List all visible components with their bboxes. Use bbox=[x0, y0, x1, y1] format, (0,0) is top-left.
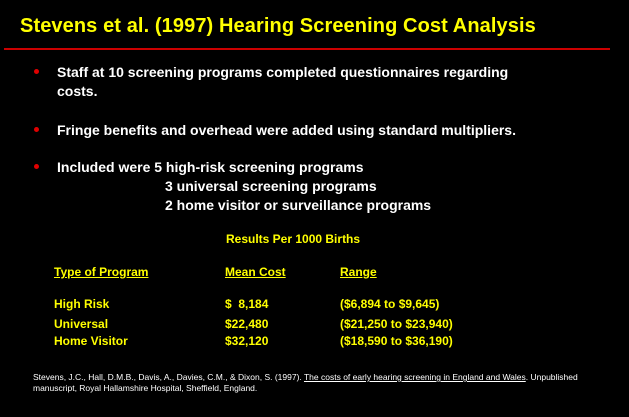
bullet-1-line-2: costs. bbox=[57, 83, 98, 99]
bullet-3-line-3: 2 home visitor or surveillance programs bbox=[165, 197, 432, 213]
table-row-range: ($18,590 to $36,190) bbox=[340, 334, 453, 348]
citation-work-title: The costs of early hearing screening in England and Wales bbox=[303, 372, 526, 382]
table-row-type: Universal bbox=[54, 317, 109, 331]
table-row-cost: $32,120 bbox=[225, 334, 269, 348]
bullet-1-line-1: Staff at 10 screening programs completed questionnaires regarding bbox=[57, 64, 509, 80]
table-heading: Results Per 1000 Births bbox=[226, 232, 361, 246]
table-row-range: ($21,250 to $23,940) bbox=[340, 317, 453, 331]
column-header-mean-cost: Mean Cost bbox=[225, 265, 286, 279]
bullet-3-line-2: 3 universal screening programs bbox=[165, 178, 377, 194]
slide-title: Stevens et al. (1997) Hearing Screening Cost Analysis bbox=[20, 15, 536, 37]
bullet-icon bbox=[34, 164, 39, 169]
table-row-cost: $ 8,184 bbox=[225, 297, 269, 311]
title-divider bbox=[4, 48, 610, 50]
table-row-type: High Risk bbox=[54, 297, 110, 311]
table-row-range: ($6,894 to $9,645) bbox=[340, 297, 440, 311]
table-row-cost: $22,480 bbox=[225, 317, 269, 331]
column-header-type: Type of Program bbox=[54, 265, 149, 279]
table-row-type: Home Visitor bbox=[54, 334, 128, 348]
citation bbox=[33, 372, 593, 394]
citation-details: . Unpublished manuscript, Royal Hallamshire Hospital, Sheffield, England. bbox=[33, 372, 578, 393]
column-header-range: Range bbox=[340, 265, 377, 279]
citation-authors: Stevens, J.C., Hall, D.M.B., Davis, A., Davies, C.M., & Dixon, S. (1997). bbox=[33, 372, 304, 382]
bullet-3-line-1: Included were 5 high-risk screening programs bbox=[57, 159, 364, 175]
bullet-icon bbox=[34, 69, 39, 74]
bullet-icon bbox=[34, 127, 39, 132]
bullet-2-line-1: Fringe benefits and overhead were added using standard multipliers. bbox=[57, 122, 516, 138]
